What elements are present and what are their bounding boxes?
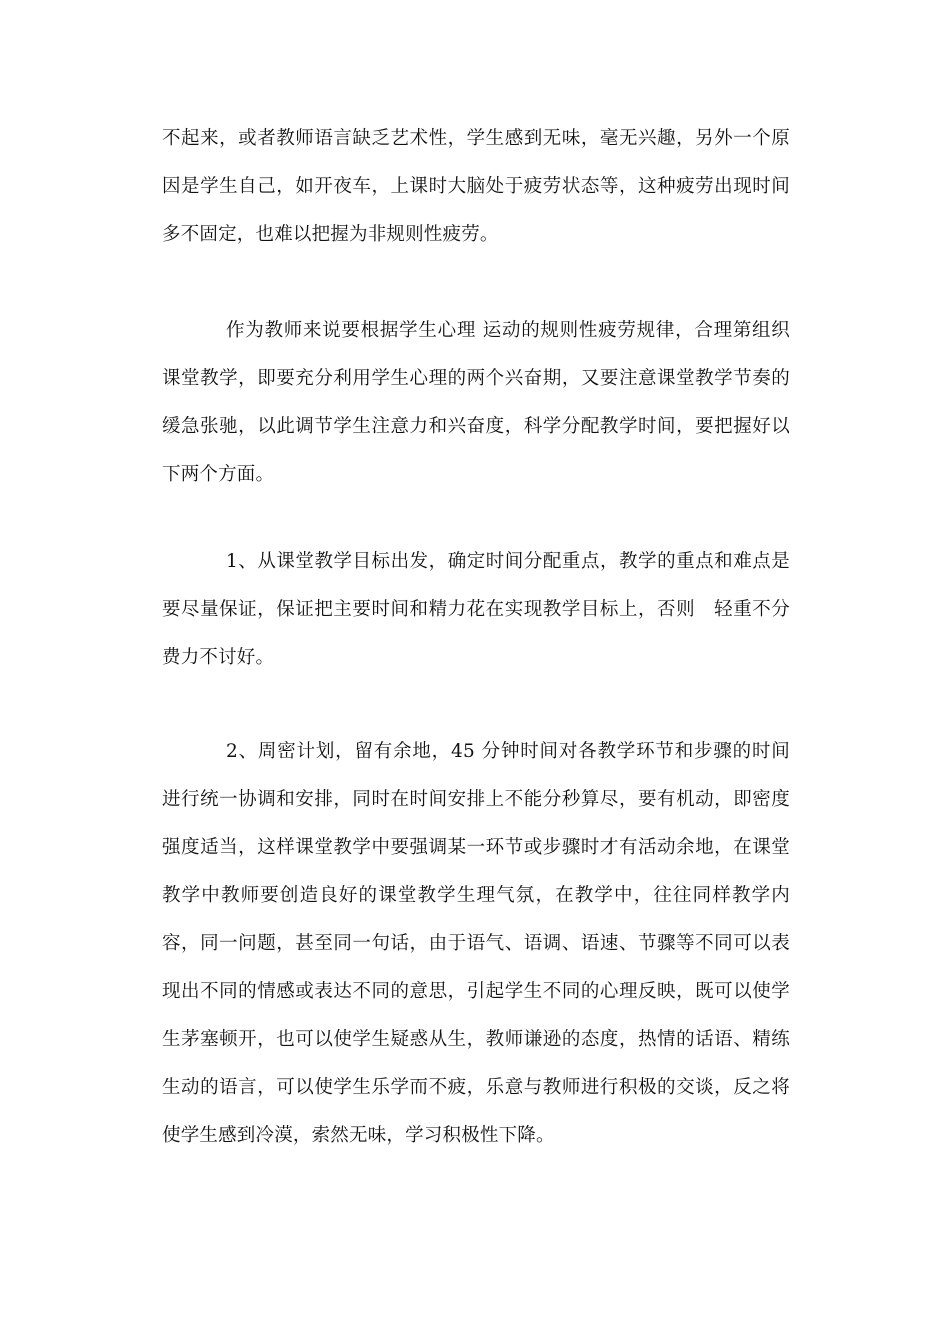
paragraph-teacher-guidance: 作为教师来说要根据学生心理 运动的规则性疲劳规律，合理第组织课堂教学，即要充分利用学生心理的两个兴奋期，又要注意课堂教学节奏的缓急张驰，以此调节学生注意力和兴奋度，科学分配教学时间，要把握好以下两个方面。 xyxy=(162,320,790,485)
paragraph-point-2: 2、周密计划，留有余地，45 分钟时间对各教学环节和步骤的时间进行统一协调和安排，同时在时间安排上不能分秒算尽，要有机动，即密度强度适当，这样课堂教学中要强调某一环节或步骤时才有活动余地，在课堂教学中教师要创造良好的课堂教学生理气氛，在教学中，往往同样教学内容，同一问题，甚至同一句话，由于语气、语调、语速、节骤等不同可以表现出不同的情感或表达不同的意思，引起学生不同的心理反映，既可以使学生茅塞顿开，也可以使学生疑惑从生，教师谦逊的态度，热情的话语、精练生动的语言，可以使学生乐学而不疲，乐意与教师进行积极的交谈，反之将使学生感到冷漠，索然无味，学习积极性下降。 xyxy=(162,741,790,1146)
paragraph-point-1: 1、从课堂教学目标出发，确定时间分配重点，教学的重点和难点是要尽量保证，保证把主要时间和精力花在实现教学目标上，否则 轻重不分费力不讨好。 xyxy=(162,551,790,668)
paragraph-continuation: 不起来，或者教师语言缺乏艺术性，学生感到无味，毫无兴趣，另外一个原因是学生自己，如开夜车，上课时大脑处于疲劳状态等，这种疲劳出现时间多不固定，也难以把握为非规则性疲劳。 xyxy=(162,128,790,245)
